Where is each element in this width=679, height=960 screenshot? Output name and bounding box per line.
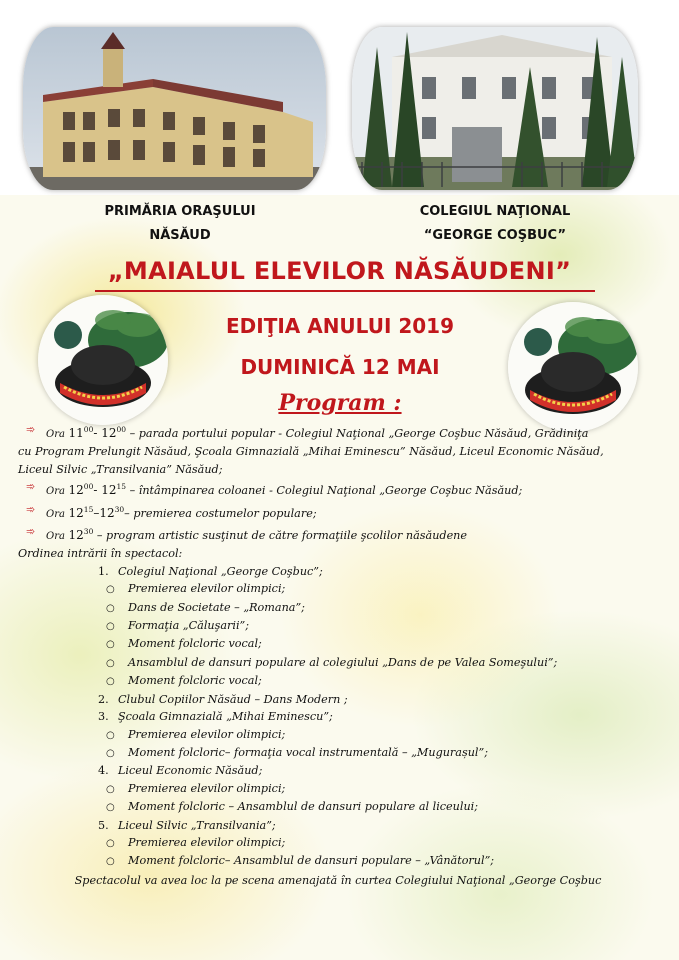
- order-number: 4.: [98, 764, 109, 778]
- event-date: DUMINICĂ 12 MAI: [240, 355, 440, 379]
- order-text: Clubul Copiilor Năsăud – Dans Modern ;: [118, 692, 348, 706]
- order-text: Dans de Societate – „Romana”;: [128, 600, 305, 614]
- program-content: [18, 421, 658, 889]
- order-entry: [18, 762, 658, 779]
- order-sub-entry: [18, 726, 658, 744]
- order-sub-entry: [18, 744, 658, 762]
- town-hall-caption-line1: PRIMĂRIA ORAŞULUI: [104, 204, 256, 219]
- schedule-item-continuation: Liceul Silvic „Transilvania” Năsăud;: [18, 462, 223, 476]
- circle-bullet-icon: ○: [106, 657, 115, 669]
- schedule-text: – întâmpinarea coloanei - Colegiul Naţional „George Coşbuc Năsăud;: [126, 484, 523, 498]
- event-title: „MAIALUL ELEVILOR NĂSĂUDENI”: [107, 257, 572, 285]
- order-text: Premierea elevilor olimpici;: [128, 582, 286, 596]
- order-text: Formaţia „Căluşarii”;: [128, 619, 250, 633]
- order-text: Moment folcloric vocal;: [128, 674, 262, 688]
- order-text: Premierea elevilor olimpici;: [128, 835, 286, 849]
- arrow-right-icon: ➾: [26, 423, 36, 436]
- order-entry: [18, 708, 658, 725]
- circle-bullet-icon: ○: [106, 729, 115, 741]
- schedule-item: [18, 421, 658, 443]
- order-sub-entry: [18, 617, 658, 635]
- order-sub-entry: [18, 635, 658, 653]
- arrow-right-icon: ➾: [26, 525, 36, 539]
- order-text: Moment folcloric– formaţia vocal instrumentală – „Mugurașul”;: [128, 745, 488, 759]
- order-text: Colegiul Naţional „George Coşbuc”;: [118, 564, 323, 578]
- order-text: Şcoala Gimnazială „Mihai Eminescu”;: [118, 710, 333, 724]
- schedule-item: [18, 501, 658, 523]
- college-photo: [352, 27, 638, 190]
- circle-bullet-icon: ○: [106, 621, 115, 633]
- schedule-item: [18, 523, 658, 545]
- order-text: Moment folcloric vocal;: [128, 637, 262, 651]
- order-number: 1.: [98, 564, 109, 578]
- time-prefix: Ora: [46, 531, 65, 543]
- order-sub-entry: [18, 780, 658, 798]
- circle-bullet-icon: ○: [106, 602, 115, 614]
- circle-bullet-icon: ○: [106, 639, 115, 651]
- college-caption-line2: “GEORGE COŞBUC”: [423, 228, 567, 243]
- college-caption-line1: COLEGIUL NAŢIONAL: [419, 204, 571, 219]
- program-heading: Program :: [278, 390, 402, 416]
- town-hall-photo: [23, 27, 326, 190]
- schedule-text: – parada portului popular - Colegiul Naţional „George Coşbuc Năsăud, Grădiniţa: [126, 427, 589, 440]
- order-sub-entry: [18, 654, 658, 672]
- arrow-right-icon: ➾: [26, 480, 36, 494]
- town-hall-caption: [80, 200, 280, 248]
- schedule-item-continuation: cu Program Prelungit Năsăud, Şcoala Gimnazială „Mihai Eminescu” Năsăud, Liceul Economic Năsăud,: [18, 445, 604, 459]
- circle-bullet-icon: ○: [106, 837, 115, 849]
- order-text: Liceul Economic Năsăud;: [118, 764, 263, 778]
- town-hall-caption-line2: NĂSĂUD: [149, 228, 211, 243]
- edition-label: EDIŢIA ANULUI 2019: [225, 314, 455, 338]
- order-sub-entry: [18, 798, 658, 816]
- college-caption: [390, 200, 600, 248]
- order-text: Moment folcloric– Ansamblul de dansuri populare – „Vânătorul”;: [128, 854, 495, 868]
- time-prefix: Ora: [46, 486, 65, 498]
- order-entry: [18, 691, 658, 708]
- time-range: $11^{00}-$ $12^{00}$: [68, 425, 127, 440]
- performance-order-list: [18, 563, 658, 871]
- circle-bullet-icon: ○: [106, 856, 115, 868]
- order-sub-entry: [18, 580, 658, 598]
- order-text: Premierea elevilor olimpici;: [128, 727, 286, 741]
- order-sub-entry: [18, 852, 658, 870]
- order-text: Moment folcloric – Ansamblul de dansuri populare al liceului;: [128, 800, 479, 814]
- circle-bullet-icon: ○: [106, 783, 115, 795]
- folk-hat-medallion-right: [508, 302, 638, 432]
- title-underline: [95, 290, 595, 292]
- schedule-text: – program artistic susţinut de către formaţiile şcolilor năsăudene: [93, 529, 468, 543]
- arrow-right-icon: ➾: [26, 502, 36, 516]
- order-entry: [18, 817, 658, 834]
- time-range: $12^{00}-$ $12^{15}$: [68, 482, 127, 498]
- folk-hat-medallion-left: [38, 295, 168, 425]
- time-prefix: Ora: [46, 508, 65, 520]
- circle-bullet-icon: ○: [106, 584, 115, 596]
- order-text: Premierea elevilor olimpici;: [128, 781, 286, 795]
- closing-note: Spectacolul va avea loc la pe scena amenajată în curtea Colegiului Naţional „George Coşbuc: [74, 873, 602, 887]
- schedule-item: [18, 478, 658, 500]
- time-prefix: Ora: [46, 429, 65, 440]
- schedule-text: – premierea costumelor populare;: [124, 506, 317, 520]
- order-sub-entry: [18, 834, 658, 852]
- order-sub-entry: [18, 599, 658, 617]
- order-number: 5.: [98, 818, 109, 832]
- time-range: $12^{30}$: [68, 527, 94, 543]
- circle-bullet-icon: ○: [106, 802, 115, 814]
- order-sub-entry: [18, 672, 658, 690]
- circle-bullet-icon: ○: [106, 676, 115, 688]
- order-text: Ansamblul de dansuri populare al colegiului „Dans de pe Valea Someşului”;: [128, 655, 558, 669]
- order-entry: [18, 563, 658, 580]
- order-text: Liceul Silvic „Transilvania”;: [118, 818, 276, 832]
- order-number: 3.: [98, 710, 109, 724]
- order-heading: Ordinea intrării în spectacol:: [18, 547, 183, 561]
- order-number: 2.: [98, 692, 109, 706]
- circle-bullet-icon: ○: [106, 747, 115, 759]
- time-range: $12^{15}-12^{30}$: [68, 504, 125, 520]
